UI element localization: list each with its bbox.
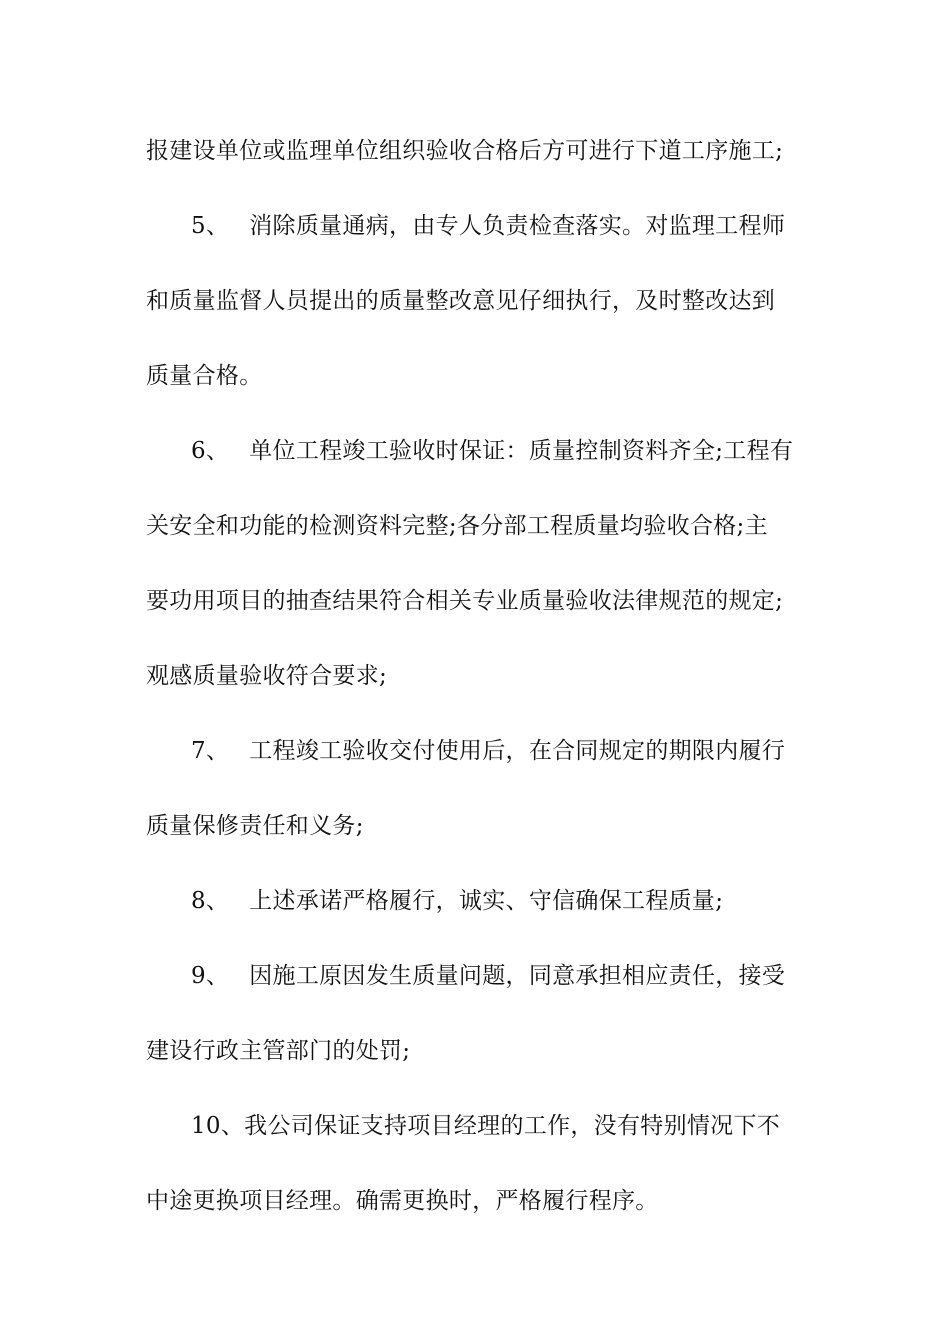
item-number: 5、 <box>191 213 230 239</box>
text-line: 要功用项目的抽查结果符合相关专业质量验收法律规范的规定; <box>146 588 784 614</box>
item-5 <box>191 211 861 241</box>
text-line: 报建设单位或监理单位组织验收合格后方可进行下道工序施工; <box>146 138 784 164</box>
item-number: 7、 <box>191 738 230 764</box>
item-text: 上述承诺严格履行，诚实、守信确保工程质量; <box>249 888 724 914</box>
text-line: 质量保修责任和义务; <box>146 813 364 839</box>
text-line: 中途更换项目经理。确需更换时，严格履行程序。 <box>146 1188 659 1214</box>
text-line: 和质量监督人员提出的质量整改意见仔细执行，及时整改达到 <box>146 288 776 314</box>
item-text: 工程竣工验收交付使用后，在合同规定的期限内履行 <box>249 738 786 764</box>
item-number: 6、 <box>191 438 230 464</box>
item-text: 因施工原因发生质量问题，同意承担相应责任，接受 <box>249 963 786 989</box>
text-line: 观感质量验收符合要求; <box>146 663 388 689</box>
item-text: 单位工程竣工验收时保证：质量控制资料齐全;工程有 <box>249 438 794 464</box>
item-6 <box>191 436 861 466</box>
item-text: 消除质量通病，由专人负责检查落实。对监理工程师 <box>249 213 786 239</box>
item-8 <box>191 886 861 916</box>
item-number: 9、 <box>191 963 230 989</box>
item-10: 10、我公司保证支持项目经理的工作，没有特别情况下不 <box>191 1113 781 1139</box>
text-line: 建设行政主管部门的处罚; <box>146 1038 411 1064</box>
item-7 <box>191 736 861 766</box>
item-number: 8、 <box>191 888 230 914</box>
item-9 <box>191 961 861 991</box>
text-line: 质量合格。 <box>146 363 263 389</box>
text-line: 关安全和功能的检测资料完整;各分部工程质量均验收合格;主 <box>146 513 768 539</box>
